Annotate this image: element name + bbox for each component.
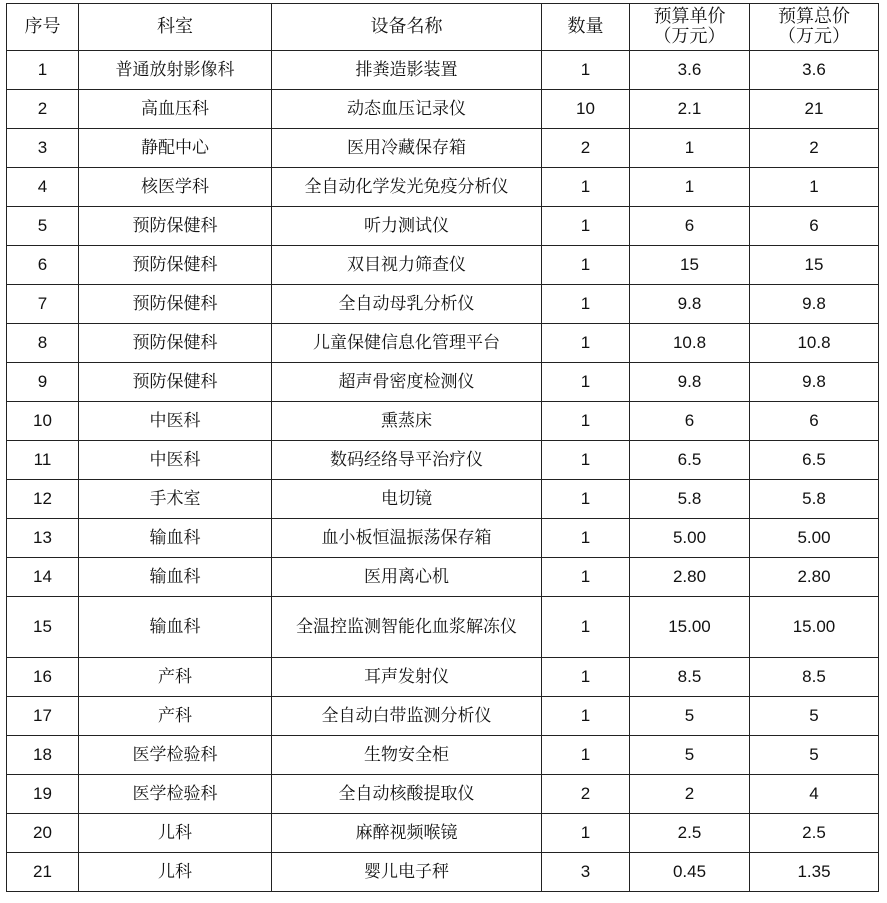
cell-total-price: 3.6 bbox=[750, 51, 879, 90]
cell-quantity: 2 bbox=[542, 775, 630, 814]
cell-index: 6 bbox=[7, 246, 79, 285]
cell-device-name: 全自动白带监测分析仪 bbox=[272, 697, 542, 736]
table-row bbox=[7, 658, 879, 697]
cell-total-price: 5.00 bbox=[750, 519, 879, 558]
cell-total-price: 6 bbox=[750, 207, 879, 246]
table-row bbox=[7, 168, 879, 207]
cell-unit-price: 6 bbox=[630, 207, 750, 246]
cell-department: 中医科 bbox=[79, 441, 272, 480]
cell-department: 儿科 bbox=[79, 814, 272, 853]
header-total-price-line1: 预算总价 bbox=[778, 6, 850, 27]
cell-device-name: 全自动化学发光免疫分析仪 bbox=[272, 168, 542, 207]
cell-index: 21 bbox=[7, 853, 79, 892]
cell-quantity: 1 bbox=[542, 402, 630, 441]
cell-department: 预防保健科 bbox=[79, 324, 272, 363]
cell-device-name: 电切镜 bbox=[272, 480, 542, 519]
cell-total-price: 5 bbox=[750, 736, 879, 775]
cell-index: 10 bbox=[7, 402, 79, 441]
cell-quantity: 1 bbox=[542, 324, 630, 363]
header-quantity: 数量 bbox=[542, 4, 630, 51]
cell-quantity: 1 bbox=[542, 285, 630, 324]
cell-unit-price: 2.1 bbox=[630, 90, 750, 129]
cell-device-name: 数码经络导平治疗仪 bbox=[272, 441, 542, 480]
cell-index: 13 bbox=[7, 519, 79, 558]
table-row bbox=[7, 402, 879, 441]
cell-total-price: 6 bbox=[750, 402, 879, 441]
cell-unit-price: 2.5 bbox=[630, 814, 750, 853]
cell-department: 产科 bbox=[79, 658, 272, 697]
cell-unit-price: 1 bbox=[630, 129, 750, 168]
table-row bbox=[7, 697, 879, 736]
table-row bbox=[7, 736, 879, 775]
table-row bbox=[7, 324, 879, 363]
cell-index: 11 bbox=[7, 441, 79, 480]
cell-index: 15 bbox=[7, 597, 79, 658]
cell-device-name: 全温控监测智能化血浆解冻仪 bbox=[272, 597, 542, 658]
cell-index: 8 bbox=[7, 324, 79, 363]
cell-total-price: 1 bbox=[750, 168, 879, 207]
cell-index: 17 bbox=[7, 697, 79, 736]
cell-unit-price: 5.00 bbox=[630, 519, 750, 558]
cell-quantity: 1 bbox=[542, 51, 630, 90]
cell-department: 预防保健科 bbox=[79, 363, 272, 402]
cell-total-price: 10.8 bbox=[750, 324, 879, 363]
cell-quantity: 1 bbox=[542, 363, 630, 402]
cell-total-price: 5 bbox=[750, 697, 879, 736]
cell-index: 9 bbox=[7, 363, 79, 402]
header-device-name: 设备名称 bbox=[272, 4, 542, 51]
table-row bbox=[7, 519, 879, 558]
cell-unit-price: 6.5 bbox=[630, 441, 750, 480]
cell-device-name: 超声骨密度检测仪 bbox=[272, 363, 542, 402]
table-row bbox=[7, 853, 879, 892]
cell-total-price: 9.8 bbox=[750, 363, 879, 402]
table-row bbox=[7, 775, 879, 814]
cell-quantity: 1 bbox=[542, 480, 630, 519]
cell-device-name: 医用离心机 bbox=[272, 558, 542, 597]
cell-department: 普通放射影像科 bbox=[79, 51, 272, 90]
table-row bbox=[7, 129, 879, 168]
cell-index: 1 bbox=[7, 51, 79, 90]
cell-total-price: 2.80 bbox=[750, 558, 879, 597]
cell-total-price: 15 bbox=[750, 246, 879, 285]
table-row bbox=[7, 480, 879, 519]
cell-device-name: 医用冷藏保存箱 bbox=[272, 129, 542, 168]
cell-quantity: 1 bbox=[542, 168, 630, 207]
cell-index: 16 bbox=[7, 658, 79, 697]
table-row bbox=[7, 814, 879, 853]
cell-total-price: 2.5 bbox=[750, 814, 879, 853]
cell-department: 儿科 bbox=[79, 853, 272, 892]
cell-unit-price: 6 bbox=[630, 402, 750, 441]
header-unit-price bbox=[630, 4, 750, 51]
cell-department: 高血压科 bbox=[79, 90, 272, 129]
table-body bbox=[7, 51, 879, 892]
cell-unit-price: 10.8 bbox=[630, 324, 750, 363]
cell-total-price: 4 bbox=[750, 775, 879, 814]
cell-quantity: 1 bbox=[542, 736, 630, 775]
cell-device-name: 全自动核酸提取仪 bbox=[272, 775, 542, 814]
cell-unit-price: 2 bbox=[630, 775, 750, 814]
cell-quantity: 10 bbox=[542, 90, 630, 129]
cell-department: 手术室 bbox=[79, 480, 272, 519]
cell-total-price: 6.5 bbox=[750, 441, 879, 480]
cell-device-name: 动态血压记录仪 bbox=[272, 90, 542, 129]
cell-index: 14 bbox=[7, 558, 79, 597]
cell-unit-price: 0.45 bbox=[630, 853, 750, 892]
cell-unit-price: 3.6 bbox=[630, 51, 750, 90]
cell-quantity: 1 bbox=[542, 658, 630, 697]
cell-quantity: 2 bbox=[542, 129, 630, 168]
cell-index: 4 bbox=[7, 168, 79, 207]
cell-total-price: 8.5 bbox=[750, 658, 879, 697]
cell-total-price: 2 bbox=[750, 129, 879, 168]
cell-department: 预防保健科 bbox=[79, 285, 272, 324]
cell-quantity: 1 bbox=[542, 519, 630, 558]
cell-device-name: 熏蒸床 bbox=[272, 402, 542, 441]
table-row bbox=[7, 558, 879, 597]
cell-unit-price: 5 bbox=[630, 736, 750, 775]
cell-department: 产科 bbox=[79, 697, 272, 736]
table-row bbox=[7, 207, 879, 246]
cell-device-name: 全自动母乳分析仪 bbox=[272, 285, 542, 324]
cell-quantity: 3 bbox=[542, 853, 630, 892]
cell-unit-price: 15 bbox=[630, 246, 750, 285]
cell-unit-price: 15.00 bbox=[630, 597, 750, 658]
cell-index: 12 bbox=[7, 480, 79, 519]
cell-unit-price: 9.8 bbox=[630, 285, 750, 324]
cell-quantity: 1 bbox=[542, 207, 630, 246]
cell-quantity: 1 bbox=[542, 697, 630, 736]
cell-unit-price: 9.8 bbox=[630, 363, 750, 402]
cell-index: 18 bbox=[7, 736, 79, 775]
cell-device-name: 生物安全柜 bbox=[272, 736, 542, 775]
cell-device-name: 婴儿电子秤 bbox=[272, 853, 542, 892]
table-row bbox=[7, 285, 879, 324]
table-row bbox=[7, 90, 879, 129]
cell-department: 核医学科 bbox=[79, 168, 272, 207]
cell-department: 静配中心 bbox=[79, 129, 272, 168]
cell-department: 预防保健科 bbox=[79, 207, 272, 246]
cell-unit-price: 1 bbox=[630, 168, 750, 207]
table-row bbox=[7, 363, 879, 402]
cell-total-price: 21 bbox=[750, 90, 879, 129]
table-row bbox=[7, 597, 879, 658]
table-row bbox=[7, 51, 879, 90]
cell-quantity: 1 bbox=[542, 558, 630, 597]
cell-department: 输血科 bbox=[79, 597, 272, 658]
cell-device-name: 听力测试仪 bbox=[272, 207, 542, 246]
cell-quantity: 1 bbox=[542, 441, 630, 480]
header-department: 科室 bbox=[79, 4, 272, 51]
cell-index: 5 bbox=[7, 207, 79, 246]
cell-total-price: 5.8 bbox=[750, 480, 879, 519]
cell-device-name: 双目视力筛查仪 bbox=[272, 246, 542, 285]
cell-index: 2 bbox=[7, 90, 79, 129]
header-unit-price-line2: （万元） bbox=[653, 26, 726, 47]
cell-quantity: 1 bbox=[542, 246, 630, 285]
header-total-price bbox=[750, 4, 879, 51]
cell-device-name: 耳声发射仪 bbox=[272, 658, 542, 697]
cell-department: 输血科 bbox=[79, 519, 272, 558]
cell-index: 7 bbox=[7, 285, 79, 324]
table-row bbox=[7, 441, 879, 480]
cell-device-name: 排粪造影装置 bbox=[272, 51, 542, 90]
cell-device-name: 麻醉视频喉镜 bbox=[272, 814, 542, 853]
cell-device-name: 儿童保健信息化管理平台 bbox=[272, 324, 542, 363]
cell-total-price: 9.8 bbox=[750, 285, 879, 324]
cell-department: 输血科 bbox=[79, 558, 272, 597]
cell-device-name: 血小板恒温振荡保存箱 bbox=[272, 519, 542, 558]
cell-department: 医学检验科 bbox=[79, 736, 272, 775]
equipment-budget-table bbox=[6, 3, 879, 892]
cell-index: 19 bbox=[7, 775, 79, 814]
cell-quantity: 1 bbox=[542, 814, 630, 853]
cell-index: 3 bbox=[7, 129, 79, 168]
cell-unit-price: 8.5 bbox=[630, 658, 750, 697]
cell-index: 20 bbox=[7, 814, 79, 853]
header-total-price-line2: （万元） bbox=[778, 26, 850, 47]
table-row bbox=[7, 246, 879, 285]
cell-department: 中医科 bbox=[79, 402, 272, 441]
header-unit-price-line1: 预算单价 bbox=[653, 6, 726, 27]
cell-total-price: 1.35 bbox=[750, 853, 879, 892]
header-row bbox=[7, 4, 879, 51]
cell-unit-price: 5.8 bbox=[630, 480, 750, 519]
cell-department: 预防保健科 bbox=[79, 246, 272, 285]
cell-unit-price: 5 bbox=[630, 697, 750, 736]
cell-department: 医学检验科 bbox=[79, 775, 272, 814]
header-index: 序号 bbox=[7, 4, 79, 51]
cell-quantity: 1 bbox=[542, 597, 630, 658]
cell-total-price: 15.00 bbox=[750, 597, 879, 658]
cell-unit-price: 2.80 bbox=[630, 558, 750, 597]
